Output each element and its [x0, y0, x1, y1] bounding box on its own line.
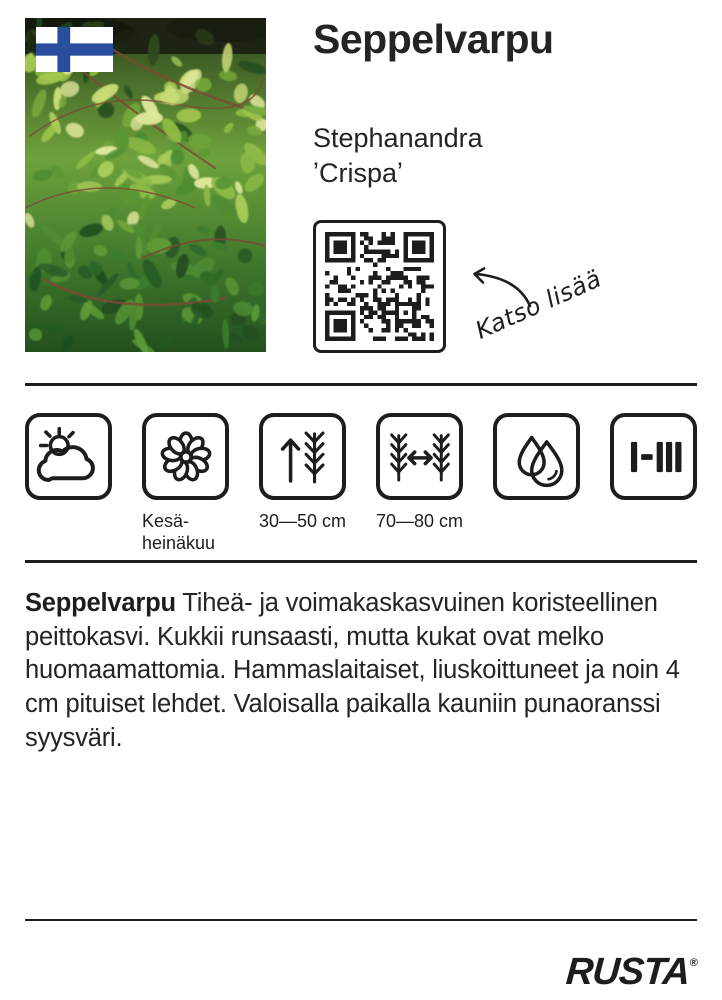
water-drops-icon — [493, 413, 580, 500]
divider-middle — [25, 560, 697, 563]
bloom-time-label: Kesä- heinäkuu — [142, 511, 216, 553]
header-text-column — [313, 18, 697, 352]
attribute-water — [493, 413, 580, 555]
flower-icon — [142, 413, 229, 500]
divider-bottom — [25, 919, 697, 921]
qr-block — [313, 220, 698, 380]
attribute-hardiness-zone — [610, 413, 697, 555]
sun-cloud-icon — [25, 413, 112, 500]
page-title: Seppelvarpu — [313, 16, 554, 62]
height-arrow-icon — [259, 413, 346, 500]
attribute-bloom-time — [142, 413, 229, 555]
description-lead: Seppelvarpu — [25, 589, 176, 617]
rusta-logo: RUSTA® — [564, 951, 699, 993]
genus: Stephanandra — [313, 123, 483, 154]
hardiness-zone-icon — [610, 413, 697, 500]
description-body: Tiheä- ja voimakaskasvuinen koristeellinen peittokasvi. Kukkii runsaasti, mutta kukat ovat melko huomaamattomia. Hammaslaitaiset, liuskoittuneet ja noin 4 cm pituiset lehdet. Valoisalla paikalla kauniin punaoranssi syysväri. — [25, 589, 680, 752]
plant-photo — [25, 18, 266, 352]
finland-flag-icon — [36, 27, 113, 72]
height-label: 30—50 cm — [259, 511, 347, 531]
qr-caption: Katso lisää — [471, 264, 606, 345]
divider-top — [25, 383, 697, 386]
attribute-height — [259, 413, 346, 555]
attribute-light — [25, 413, 112, 555]
botanical-name — [313, 121, 697, 190]
attribute-row — [25, 413, 697, 555]
width-label: 70—80 cm — [376, 511, 464, 531]
cultivar: ʼCrispaʼ — [313, 157, 404, 188]
description-paragraph — [25, 587, 701, 755]
header — [25, 18, 697, 352]
qr-code — [313, 220, 446, 353]
width-arrows-icon — [376, 413, 463, 500]
registered-trademark-icon: ® — [689, 957, 699, 969]
attribute-width — [376, 413, 463, 555]
